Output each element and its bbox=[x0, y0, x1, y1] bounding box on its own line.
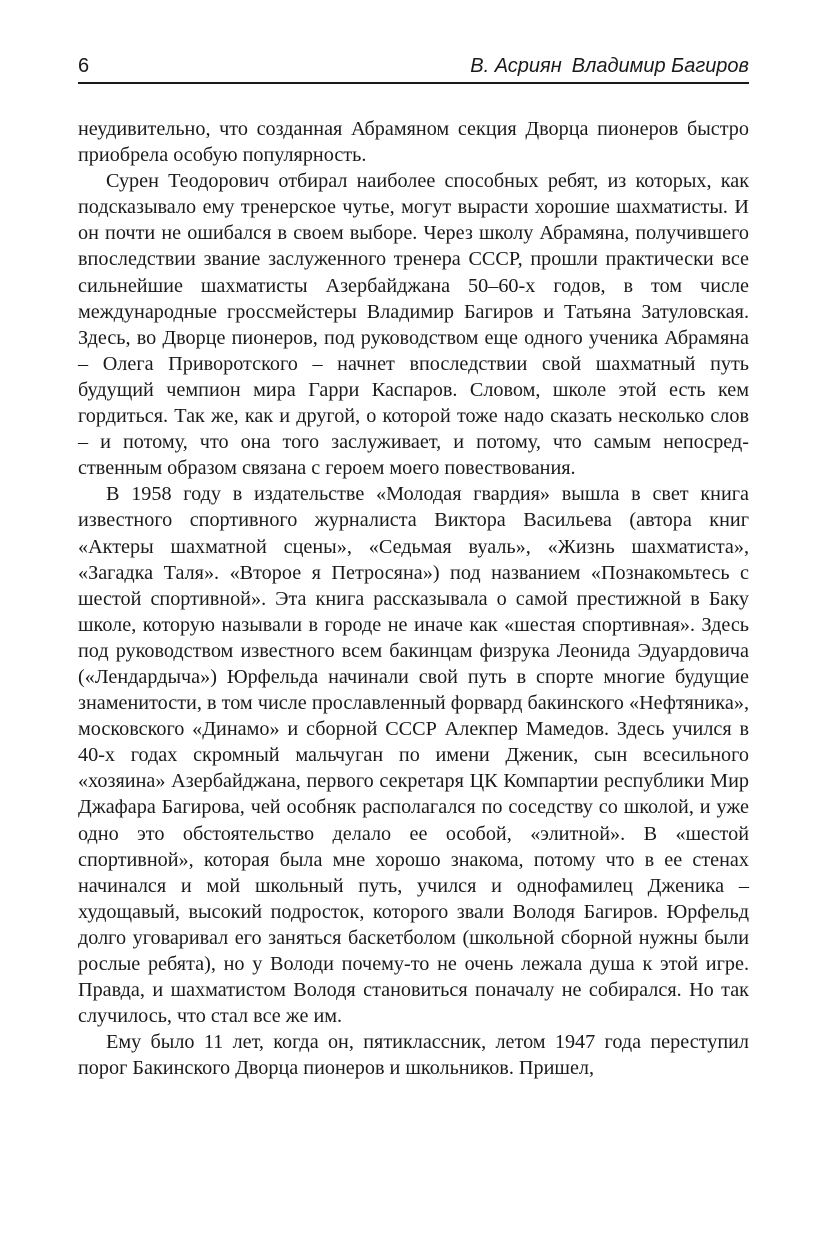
page-number: 6 bbox=[78, 55, 90, 77]
subject-name: Владимир Багиров bbox=[571, 55, 749, 77]
body-text bbox=[78, 116, 749, 1081]
author-name: В. Асриян bbox=[470, 55, 562, 77]
running-header bbox=[78, 55, 749, 81]
paragraph: Ему было 11 лет, когда он, пятиклассник, летом 1947 года переступил порог Бакинского Дворца пионеров и школьников. Пришел, bbox=[78, 1031, 749, 1080]
header-rule bbox=[78, 82, 749, 84]
paragraph: Сурен Теодорович отбирал наиболее способных ребят, из которых, как подсказывало ему тренерское чутье, могут вырасти хорошие шахматисты. И он почти не ошибался в своем выборе. Через школу Абрамяна, получившего впоследствии звание заслуженного тренера СССР, прошли практически все сильнейшие шахматисты Азербайджана 50–60-х годов, в том числе международные гроссмейстеры Владимир Багиров и Татьяна Затуловская. Здесь, во Дворце пионеров, под руководством еще одного ученика Абрамяна – Олега Приворотского – начнет впоследствии свой шахматный путь будущий чемпион мира Гарри Каспаров. Словом, школе этой есть кем гордиться. Так же, как и другой, о которой тоже надо сказать несколько слов – и потому, что она того заслуживает, и потому, что самым непосредственным образом связана с героем моего повествования. bbox=[78, 170, 749, 480]
running-title bbox=[470, 55, 749, 78]
paragraph-continuation: неудивительно, что созданная Абрамяном секция Дворца пионеров быстро приобрела особую популярность. bbox=[78, 118, 749, 167]
paragraph: В 1958 году в издательстве «Молодая гвардия» вышла в свет книга известного спортивного журналиста Виктора Васильева (автора книг «Актеры шахматной сцены», «Седьмая вуаль», «Жизнь шахматиста», «Загадка Таля». «Второе я Петросяна») под названием «Познакомьтесь с шестой спортивной». Эта книга рассказывала о самой престижной в Баку школе, которую называли в городе не иначе как «шестая спортивная». Здесь под руководством известного всем бакинцам физрука Леонида Эдуардовича («Лендардыча») Юрфельда начинали свой путь в спорте многие будущие знаменитости, в том числе прославленный форвард бакинского «Нефтяника», московского «Динамо» и сборной СССР Алекпер Мамедов. Здесь учился в 40-х годах скромный мальчуган по имени Дженик, сын всесильного «хозяина» Азербайджана, первого секретаря ЦК Компартии республики Мир Джафара Багирова, чей особняк располагался по соседству со школой, и уже одно это обстоятельство делало ее особой, «элитной». В «шестой спортивной», которая была мне хорошо знакома, потому что в ее стенах начинался и мой школьный путь, учился и однофамилец Дженика – худощавый, высокий подросток, которого звали Володя Багиров. Юрфельд долго уговаривал его заняться баскетболом (школьной сборной нужны были рослые ребята), но у Володи почему-то не очень лежала душа к этой игре. Правда, и шахматистом Володя становиться поначалу не собирался. Но так случилось, что стал все же им. bbox=[78, 483, 749, 1028]
